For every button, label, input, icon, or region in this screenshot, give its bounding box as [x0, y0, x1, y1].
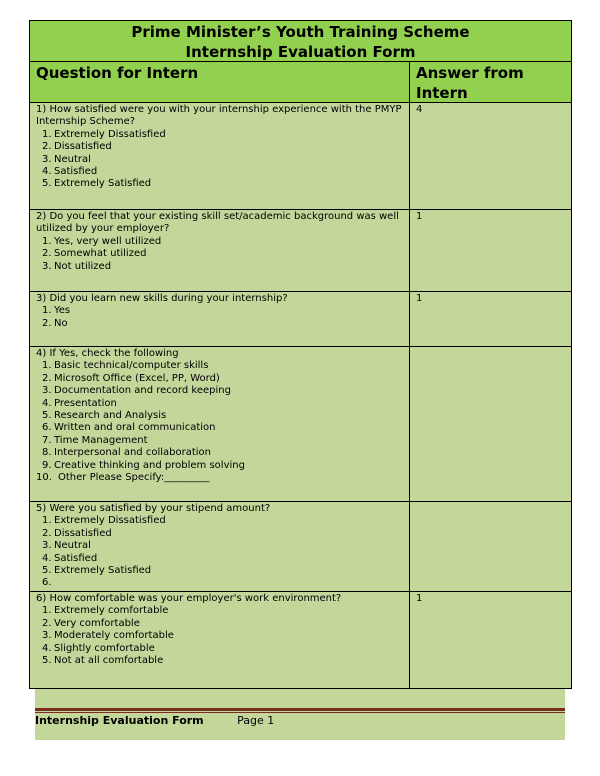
option-item	[36, 166, 407, 178]
question-text: 4) If Yes, check the following	[36, 348, 179, 359]
question-cell	[30, 292, 410, 346]
option-label: Interpersonal and collaboration	[54, 447, 211, 459]
option-item	[36, 422, 407, 434]
option-item	[36, 565, 407, 577]
option-item	[36, 630, 407, 642]
option-number: 6.	[42, 422, 52, 434]
option-number: 4.	[42, 397, 52, 409]
option-number: 2.	[42, 527, 52, 539]
question-cell	[30, 103, 410, 209]
table-body	[30, 103, 571, 688]
option-number: 2.	[42, 372, 52, 384]
answer-cell	[410, 347, 571, 501]
form-title	[30, 21, 571, 62]
option-label: Satisfied	[54, 166, 98, 178]
option-label: Microsoft Office (Excel, PP, Word)	[54, 372, 220, 384]
evaluation-table	[29, 20, 572, 689]
question-text: 6) How comfortable was your employer's work environment?	[36, 593, 342, 604]
option-number: 1.	[42, 128, 52, 140]
table-row	[30, 210, 571, 292]
option-item	[36, 178, 407, 190]
option-item	[36, 472, 407, 484]
answer-cell: 4	[416, 104, 423, 115]
option-item	[36, 435, 407, 447]
option-item	[36, 261, 407, 273]
question-cell	[30, 210, 410, 291]
title-line-2: Internship Evaluation Form	[185, 43, 416, 61]
option-label: Yes	[54, 305, 71, 317]
option-number: 1.	[42, 235, 52, 247]
option-number: 1.	[42, 605, 52, 617]
option-item	[36, 141, 407, 153]
table-row	[30, 103, 571, 210]
option-number: 5.	[42, 178, 52, 190]
table-header	[30, 62, 571, 103]
footer-page-number: Page 1	[237, 714, 275, 727]
option-label: Extremely Satisfied	[54, 565, 152, 577]
header-answer: Answer from Intern	[416, 64, 524, 102]
option-label: Dissatisfied	[54, 527, 112, 539]
option-item	[36, 410, 407, 422]
option-label: Research and Analysis	[54, 410, 167, 422]
option-label: Moderately comfortable	[54, 630, 174, 642]
option-label: Written and oral communication	[54, 422, 216, 434]
option-label: Other Please Specify:_________	[58, 472, 210, 484]
option-label: Creative thinking and problem solving	[54, 459, 245, 471]
option-list	[36, 305, 407, 330]
option-item	[36, 553, 407, 565]
option-number: 10.	[36, 472, 52, 484]
option-number: 2.	[42, 248, 52, 260]
answer-cell: 1	[416, 593, 423, 604]
option-item	[36, 305, 407, 317]
option-list	[36, 515, 407, 589]
option-label: Extremely Satisfied	[54, 178, 152, 190]
question-text: 3) Did you learn new skills during your internship?	[36, 293, 288, 304]
question-text: 1) How satisfied were you with your internship experience with the PMYP Internship Scheme?	[36, 104, 402, 128]
option-label: Extremely Dissatisfied	[54, 515, 166, 527]
option-label: Not at all comfortable	[54, 655, 164, 667]
option-label: Somewhat utilized	[54, 248, 147, 260]
option-number: 8.	[42, 447, 52, 459]
option-item	[36, 460, 407, 472]
question-cell	[30, 592, 410, 688]
option-number: 2.	[42, 141, 52, 153]
option-item	[36, 618, 407, 630]
option-item	[36, 129, 407, 141]
question-cell	[30, 347, 410, 501]
option-number: 1.	[42, 360, 52, 372]
answer-cell: 1	[416, 211, 423, 222]
option-number: 7.	[42, 434, 52, 446]
option-label: Extremely Dissatisfied	[54, 128, 166, 140]
option-number: 1.	[42, 305, 52, 317]
option-number: 3.	[42, 153, 52, 165]
table-row	[30, 292, 571, 347]
option-number: 2.	[42, 317, 52, 329]
option-item	[36, 236, 407, 248]
option-item	[36, 373, 407, 385]
table-row	[30, 347, 571, 502]
question-text: 2) Do you feel that your existing skill set/academic background was well utilized by your employer?	[36, 211, 399, 235]
option-label: Slightly comfortable	[54, 642, 155, 654]
option-label: Very comfortable	[54, 617, 140, 629]
question-cell	[30, 502, 410, 591]
footer-rule	[35, 708, 565, 711]
option-item	[36, 643, 407, 655]
option-number: 5.	[42, 655, 52, 667]
option-label: Extremely comfortable	[54, 605, 169, 617]
option-number: 2.	[42, 617, 52, 629]
page-footer	[35, 714, 274, 727]
option-label: Neutral	[54, 540, 91, 552]
answer-cell	[410, 502, 571, 591]
option-number: 3.	[42, 630, 52, 642]
option-item	[36, 154, 407, 166]
option-item	[36, 528, 407, 540]
option-label: Presentation	[54, 397, 117, 409]
option-label: Satisfied	[54, 552, 98, 564]
option-number: 5.	[42, 565, 52, 577]
option-number: 4.	[42, 552, 52, 564]
header-question: Question for Intern	[30, 62, 410, 102]
option-number: 1.	[42, 515, 52, 527]
option-number: 5.	[42, 410, 52, 422]
answer-cell: 1	[416, 293, 423, 304]
option-number: 9.	[42, 459, 52, 471]
option-list	[36, 236, 407, 273]
option-item	[36, 398, 407, 410]
option-list	[36, 129, 407, 191]
option-label: Neutral	[54, 153, 91, 165]
option-item	[36, 318, 407, 330]
option-list	[36, 605, 407, 667]
footer-rule-thin	[35, 712, 565, 713]
option-label: Time Management	[54, 434, 148, 446]
option-number: 3.	[42, 385, 52, 397]
option-label: Dissatisfied	[54, 141, 112, 153]
option-label: Yes, very well utilized	[54, 235, 162, 247]
table-row	[30, 502, 571, 592]
option-item	[36, 248, 407, 260]
option-number: 3.	[42, 260, 52, 272]
title-line-1: Prime Minister’s Youth Training Scheme	[131, 23, 470, 41]
option-item	[36, 447, 407, 459]
question-text: 5) Were you satisfied by your stipend amount?	[36, 503, 271, 514]
option-item	[36, 515, 407, 527]
option-list	[36, 360, 407, 484]
table-row	[30, 592, 571, 688]
option-item	[36, 540, 407, 552]
option-number: 6.	[42, 577, 52, 589]
option-label: Documentation and record keeping	[54, 385, 231, 397]
footer-title: Internship Evaluation Form	[35, 714, 204, 727]
option-number: 3.	[42, 540, 52, 552]
option-item	[36, 385, 407, 397]
option-item	[36, 655, 407, 667]
option-number: 4.	[42, 166, 52, 178]
option-label: Basic technical/computer skills	[54, 360, 209, 372]
option-item	[36, 605, 407, 617]
option-label: No	[54, 317, 68, 329]
option-label: Not utilized	[54, 260, 112, 272]
option-item	[36, 360, 407, 372]
option-number: 4.	[42, 642, 52, 654]
